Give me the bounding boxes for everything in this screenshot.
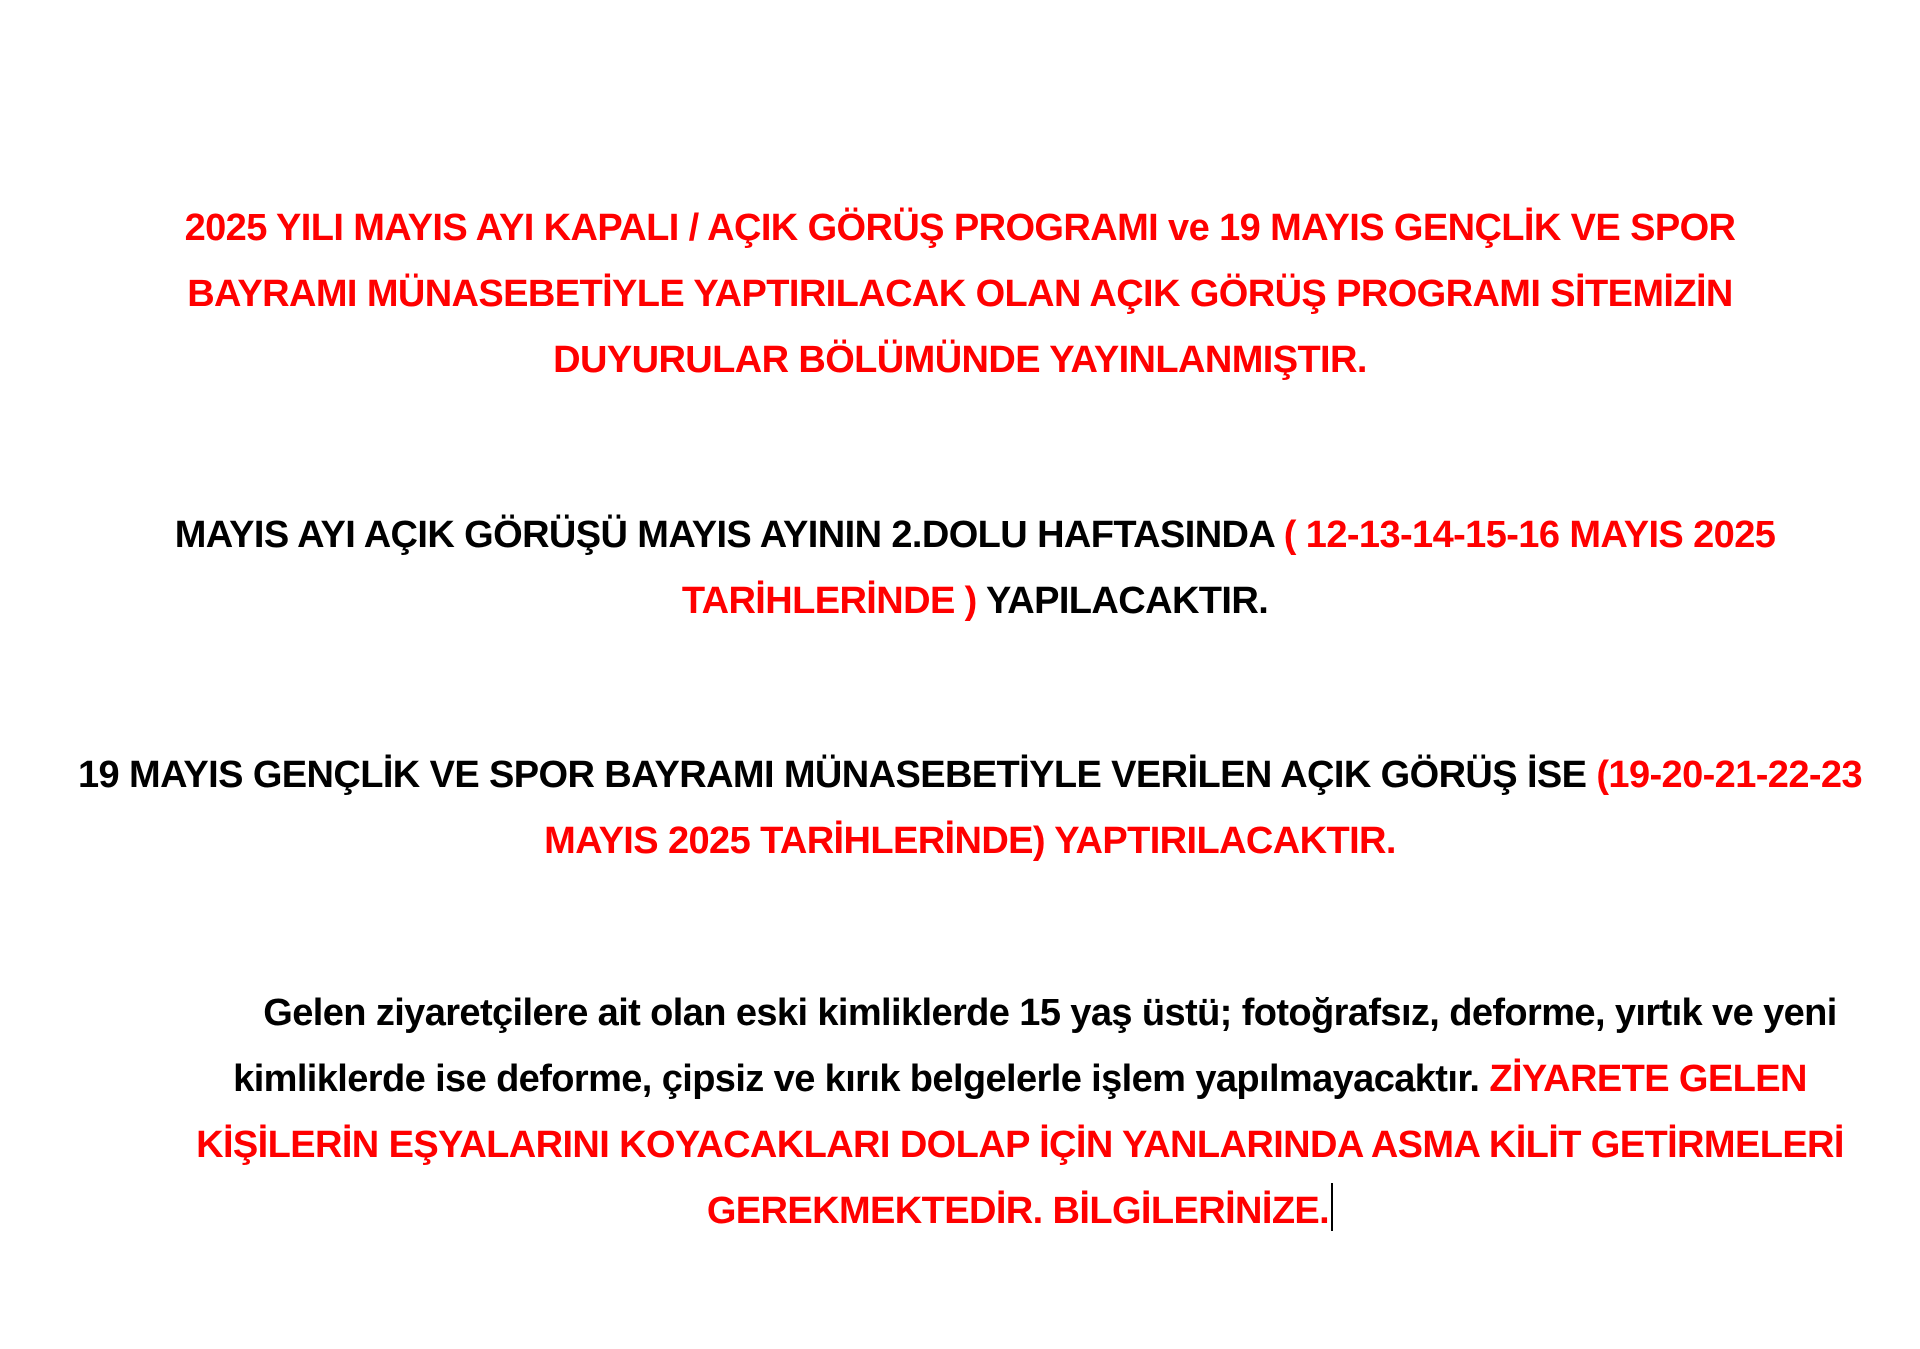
announcement-header — [120, 195, 1800, 393]
holiday-visit-dates: (19-20-21-22-23 MAYIS 2025 TARİHLERİNDE) YAPTIRILACAKTIR. — [544, 754, 1862, 862]
padlock-warning: ZİYARETE GELEN KİŞİLERİN EŞYALARINI KOYACAKLARI DOLAP İÇİN YANLARINDA ASMA KİLİT GETİRMELERİ GEREKMEKTEDİR. BİLGİLERİNİZE. — [196, 1058, 1844, 1232]
may-visit-paragraph — [95, 502, 1855, 634]
header-text: 2025 YILI MAYIS AYI KAPALI / AÇIK GÖRÜŞ PROGRAMI ve 19 MAYIS GENÇLİK VE SPOR BAYRAMI MÜNASEBETİYLE YAPTIRILACAK OLAN AÇIK GÖRÜŞ PROGRAMI SİTEMİZİN DUYURULAR BÖLÜMÜNDE YAYINLANMIŞTIR. — [184, 207, 1736, 381]
id-notice-text: Gelen ziyaretçilere ait olan eski kimliklerde 15 yaş üstü; fotoğrafsız, deforme, yırtık ve yeni kimliklerde ise deforme, çipsiz ve kırık belgelerle işlem yapılmayacaktır. — [233, 992, 1837, 1100]
holiday-visit-intro: 19 MAYIS GENÇLİK VE SPOR BAYRAMI MÜNASEBETİYLE VERİLEN AÇIK GÖRÜŞ İSE — [77, 754, 1587, 796]
may-visit-intro: MAYIS AYI AÇIK GÖRÜŞÜ MAYIS AYININ 2.DOLU HAFTASINDA — [174, 514, 1274, 556]
text-cursor — [1331, 1183, 1333, 1231]
id-notice-paragraph — [150, 980, 1890, 1244]
holiday-visit-paragraph — [55, 742, 1885, 874]
may-visit-outro: YAPILACAKTIR. — [986, 580, 1269, 622]
may-visit-dates: ( 12-13-14-15-16 MAYIS 2025 TARİHLERİNDE ) — [681, 514, 1776, 622]
